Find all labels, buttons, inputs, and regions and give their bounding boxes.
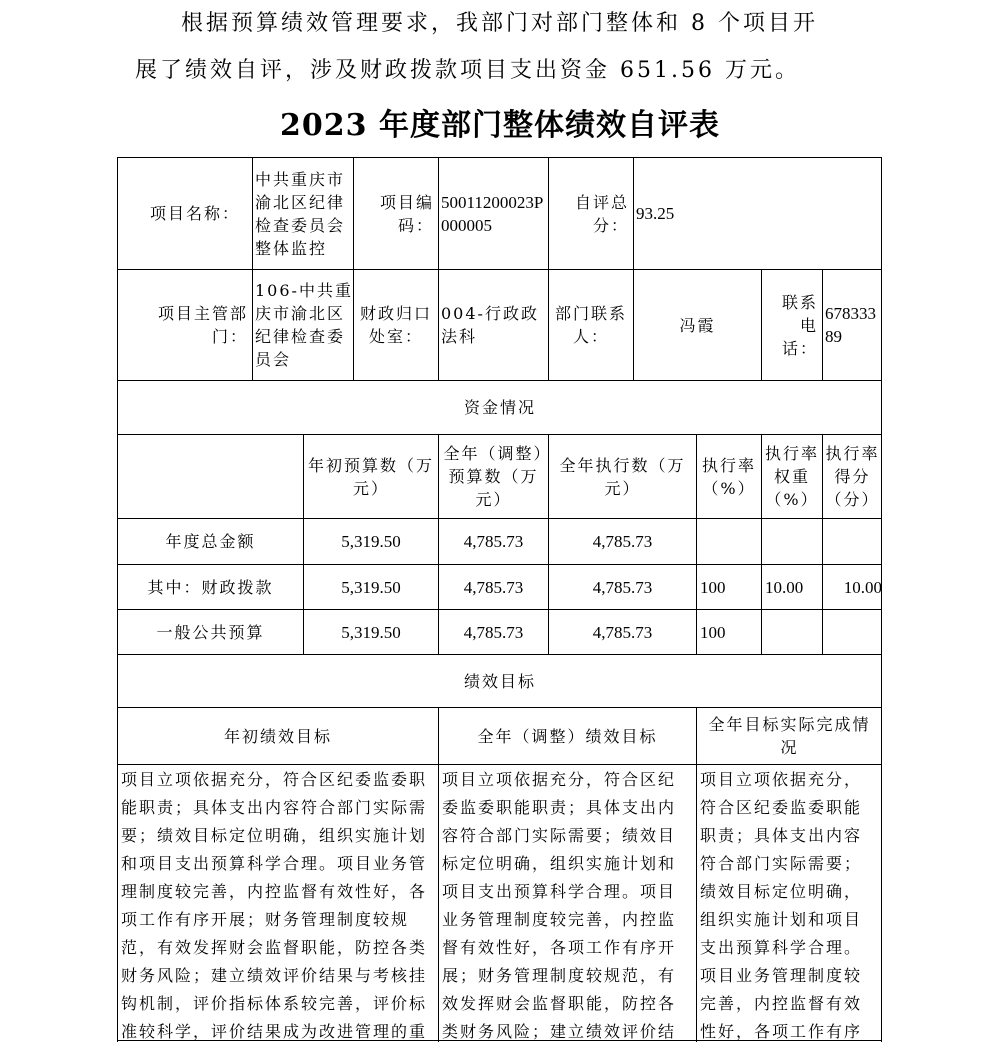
funds-row-adjusted: 4,785.73: [438, 609, 548, 654]
funds-row-weight: 10.00: [761, 564, 822, 609]
project-name-text: 中共重庆市渝北区纪律检查委员会整体监控: [255, 169, 346, 258]
funds-row-executed: 4,785.73: [548, 564, 696, 609]
project-code-label-text: 项目编码：: [379, 192, 434, 235]
funds-row-executed: 4,785.73: [548, 609, 696, 654]
funds-row-rate: [696, 518, 761, 564]
funds-header-initial-text: 年初预算数（万元）: [307, 455, 434, 498]
dept-label-text: 项目主管部门：: [157, 304, 248, 346]
table-bottom-border: [117, 1040, 882, 1041]
office-value: [438, 269, 548, 380]
phone-label-text: 联系电话：: [781, 292, 818, 358]
goals-header-initial: 年初绩效目标: [117, 707, 438, 764]
project-code-label: [353, 157, 438, 269]
goals-header-actual: [696, 707, 882, 764]
goals-header-actual-text: 全年目标实际完成情况: [708, 715, 871, 757]
intro-paragraph: [135, 0, 895, 94]
funds-header-adjusted-text: 全年（调整）预算数（万元）: [443, 444, 544, 509]
project-code-text: 50011200023P000005: [441, 192, 544, 235]
project-code-value: [438, 157, 548, 269]
funds-row-adjusted: 4,785.73: [438, 518, 548, 564]
goals-initial-content: [117, 764, 438, 1042]
self-score-label-text: 自评总分：: [574, 192, 629, 235]
contact-value: 冯霞: [633, 269, 761, 380]
funds-header-adjusted: [438, 434, 548, 518]
funds-row-label: 其中：财政拨款: [117, 564, 303, 609]
dept-value-text: 106-中共重庆市渝北区纪律检查委员会: [255, 281, 353, 369]
funds-row-label: 一般公共预算: [117, 609, 303, 654]
funds-header-blank: [117, 434, 303, 518]
goals-section-title: 绩效目标: [117, 654, 882, 707]
goals-actual-text: 项目立项依据充分，符合区纪委监委职能职责；具体支出内容符合部门实际需要；绩效目标定位明确，组织实施计划和项目支出预算科学合理。项目业务管理制度较完善，内控监督有效性好，各项工作有序: [700, 770, 863, 1041]
funds-row-score: [822, 518, 882, 564]
funds-header-score-text: 执行率得分（分）: [825, 444, 880, 509]
funds-header-weight-text: 执行率权重（%）: [764, 444, 819, 509]
funds-header-weight: [761, 434, 822, 518]
phone-value: [822, 269, 882, 380]
goals-header-adjusted: 全年（调整）绩效目标: [438, 707, 696, 764]
project-name-label: 项目名称：: [117, 157, 252, 269]
funds-row-weight: [761, 609, 822, 654]
office-label-text: 财政归口处室：: [359, 304, 432, 346]
dept-value: [252, 269, 353, 380]
goals-actual-content: [696, 764, 882, 1042]
funds-header-rate-text: 执行率（%）: [701, 455, 756, 498]
contact-label-text: 部门联系人：: [554, 304, 627, 346]
funds-header-score: [822, 434, 882, 518]
self-score-value: 93.25: [633, 157, 882, 269]
funds-row-label: 年度总金额: [117, 518, 303, 564]
table-title: 2023 年度部门整体绩效自评表: [280, 108, 720, 143]
goals-initial-text: 项目立项依据充分，符合区纪委监委职能职责；具体支出内容符合部门实际需要；绩效目标定位明确，组织实施计划和项目支出预算科学合理。项目业务管理制度较完善，内控监督有效性好，各项工作有序开展；财务管理制度较规范，有效发挥财会监督职能，防控各类财务风险；建立绩效评价结果与考核挂钩机制，评价指标体系较完善，评价标准较科学，评价结果成为改进管理的重: [121, 770, 428, 1041]
intro-line-1: 根据预算绩效管理要求，我部门对部门整体和 8 个项目开: [181, 11, 818, 36]
contact-label: [548, 269, 633, 380]
funds-row-adjusted: 4,785.73: [438, 564, 548, 609]
funds-row-score: [822, 609, 882, 654]
funds-header-executed-text: 全年执行数（万元）: [559, 455, 686, 498]
funds-row-executed: 4,785.73: [548, 518, 696, 564]
funds-row-rate: 100: [696, 609, 761, 654]
phone-value-text: 67833389: [825, 304, 876, 346]
goals-adjusted-text: 项目立项依据充分，符合区纪委监委职能职责；具体支出内容符合部门实际需要；绩效目标定位明确，组织实施计划和项目支出预算科学合理。项目业务管理制度较完善，内控监督有效性好，各项工作有序开展；财务管理制度较规范，有效发挥财会监督职能，防控各类财务风险；建立绩效评价结: [442, 770, 677, 1041]
funds-row-score: 10.00: [822, 564, 882, 609]
office-value-text: 004-行政政法科: [441, 304, 539, 346]
phone-label: [761, 269, 822, 380]
intro-line-2: 展了绩效自评，涉及财政拨款项目支出资金 651.56 万元。: [135, 58, 800, 83]
funds-row-initial: 5,319.50: [303, 564, 438, 609]
funds-header-rate: [696, 434, 761, 518]
funds-row-weight: [761, 518, 822, 564]
funds-header-executed: [548, 434, 696, 518]
dept-label: [117, 269, 252, 380]
goals-adjusted-content: [438, 764, 696, 1042]
funds-header-initial: [303, 434, 438, 518]
funds-row-initial: 5,319.50: [303, 609, 438, 654]
office-label: [353, 269, 438, 380]
project-name-value: [252, 157, 353, 269]
funds-row-initial: 5,319.50: [303, 518, 438, 564]
funds-section-title: 资金情况: [117, 380, 882, 434]
self-score-label: [548, 157, 633, 269]
funds-row-rate: 100: [696, 564, 761, 609]
